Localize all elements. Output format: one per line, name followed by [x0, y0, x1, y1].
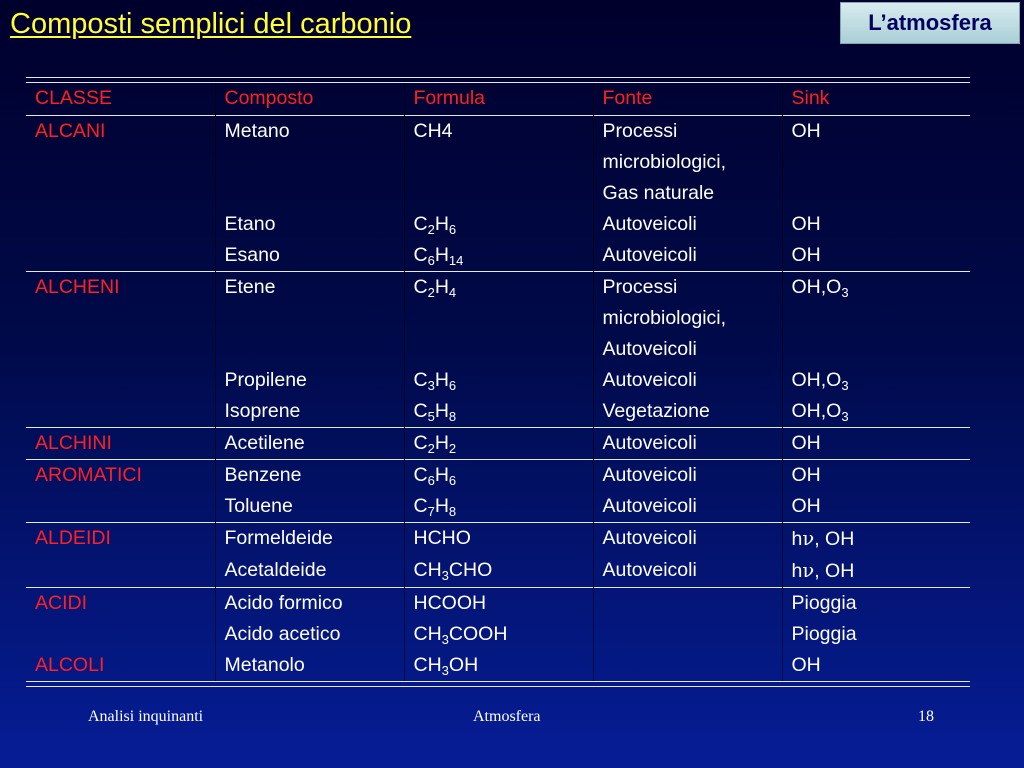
formula-cell: $CH_3OH$	[404, 650, 593, 681]
header-source: Fonte	[593, 83, 782, 116]
compound-cell: Acetilene	[215, 428, 404, 460]
sink-cell: OH	[782, 116, 970, 210]
source-cell: Autoveicoli	[593, 491, 782, 523]
slide-title: Composti semplici del carbonio	[10, 8, 412, 40]
formula-cell: $C_7H_8$	[404, 491, 593, 523]
header-class: CLASSE	[35, 87, 112, 109]
formula-cell: $CH_3COOH$	[404, 619, 593, 650]
table-row	[26, 460, 970, 492]
table-row	[26, 428, 970, 460]
table-row	[26, 365, 970, 396]
table-bottom-rule	[26, 681, 970, 687]
class-cell: ALDEIDI	[26, 523, 215, 556]
formula-cell: HCOOH	[404, 588, 593, 620]
formula-cell: $C_2H_2$	[404, 428, 593, 460]
formula-cell: $CH_3CHO$	[404, 555, 593, 588]
compound-cell: Metanolo	[215, 650, 404, 681]
compound-cell: Etene	[215, 272, 404, 366]
sink-cell: OH	[782, 428, 970, 460]
source-cell	[593, 650, 782, 681]
class-cell	[26, 240, 215, 272]
sink-cell: OH	[782, 460, 970, 492]
class-cell	[26, 491, 215, 523]
table-row	[26, 116, 970, 210]
table-row	[26, 523, 970, 556]
sink-cell: hν, OH	[782, 555, 970, 588]
class-cell	[26, 209, 215, 240]
source-cell: Autoveicoli	[593, 209, 782, 240]
class-cell	[26, 365, 215, 396]
class-cell	[26, 619, 215, 650]
formula-cell: $C_6H_{14}$	[404, 240, 593, 272]
source-cell: Autoveicoli	[593, 240, 782, 272]
sink-cell: OH	[782, 650, 970, 681]
sink-cell: OH	[782, 209, 970, 240]
sink-cell: OH	[782, 240, 970, 272]
table-row	[26, 272, 970, 366]
sink-cell: hν, OH	[782, 523, 970, 556]
formula-cell: HCHO	[404, 523, 593, 556]
compound-cell: Acetaldeide	[215, 555, 404, 588]
source-cell: Processi microbiologici, Autoveicoli	[593, 272, 782, 366]
compound-cell: Propilene	[215, 365, 404, 396]
class-cell: ALCOLI	[35, 654, 105, 676]
header-formula: Formula	[404, 83, 593, 116]
table-row	[26, 619, 970, 650]
compound-cell: Etano	[215, 209, 404, 240]
class-cell: AROMATICI	[26, 460, 215, 492]
source-cell: Autoveicoli	[593, 460, 782, 492]
page-number: 18	[918, 708, 934, 725]
table-row	[26, 209, 970, 240]
footer-left: Analisi inquinanti	[88, 708, 204, 725]
source-cell: Processi microbiologici, Gas naturale	[593, 116, 782, 210]
formula-cell: CH4	[404, 116, 593, 210]
compound-cell: Isoprene	[215, 396, 404, 428]
sink-cell: Pioggia	[782, 619, 970, 650]
table-row	[26, 396, 970, 428]
class-cell: ALCHENI	[26, 272, 215, 366]
class-cell: ALCHINI	[26, 428, 215, 460]
sink-cell: $OH,O_3$	[782, 365, 970, 396]
table-row	[26, 491, 970, 523]
source-cell: Autoveicoli	[593, 523, 782, 556]
formula-cell: $C_3H_6$	[404, 365, 593, 396]
formula-cell: $C_2H_4$	[404, 272, 593, 366]
sink-cell: OH	[782, 491, 970, 523]
sink-cell: Pioggia	[782, 588, 970, 620]
table-row	[26, 555, 970, 588]
source-cell	[593, 588, 782, 620]
compound-cell: Esano	[215, 240, 404, 272]
class-cell: ACIDI	[26, 588, 215, 620]
sink-cell: $OH,O_3$	[782, 396, 970, 428]
compound-cell: Toluene	[215, 491, 404, 523]
compound-cell: Benzene	[215, 460, 404, 492]
compound-cell: Formeldeide	[215, 523, 404, 556]
table-row	[26, 650, 970, 681]
source-cell	[593, 619, 782, 650]
formula-cell: $C_6H_6$	[404, 460, 593, 492]
table-row	[26, 588, 970, 620]
class-cell	[26, 555, 215, 588]
section-badge: L’atmosfera	[840, 2, 1020, 44]
compound-cell: Acido formico	[215, 588, 404, 620]
compound-cell: Metano	[215, 116, 404, 210]
table-header-row	[26, 83, 970, 116]
formula-cell: $C_5H_8$	[404, 396, 593, 428]
sink-cell: $OH,O_3$	[782, 272, 970, 366]
compounds-table	[26, 77, 970, 687]
header-compound: Composto	[215, 83, 404, 116]
footer-center: Atmosfera	[473, 708, 541, 725]
source-cell: Autoveicoli	[593, 428, 782, 460]
class-cell	[26, 396, 215, 428]
formula-cell: $C_2H_6$	[404, 209, 593, 240]
source-cell: Autoveicoli	[593, 555, 782, 588]
table-body	[26, 116, 970, 682]
compound-cell: Acido acetico	[215, 619, 404, 650]
header-sink: Sink	[782, 83, 970, 116]
class-cell: ALCANI	[26, 116, 215, 210]
table-row	[26, 240, 970, 272]
source-cell: Vegetazione	[593, 396, 782, 428]
source-cell: Autoveicoli	[593, 365, 782, 396]
